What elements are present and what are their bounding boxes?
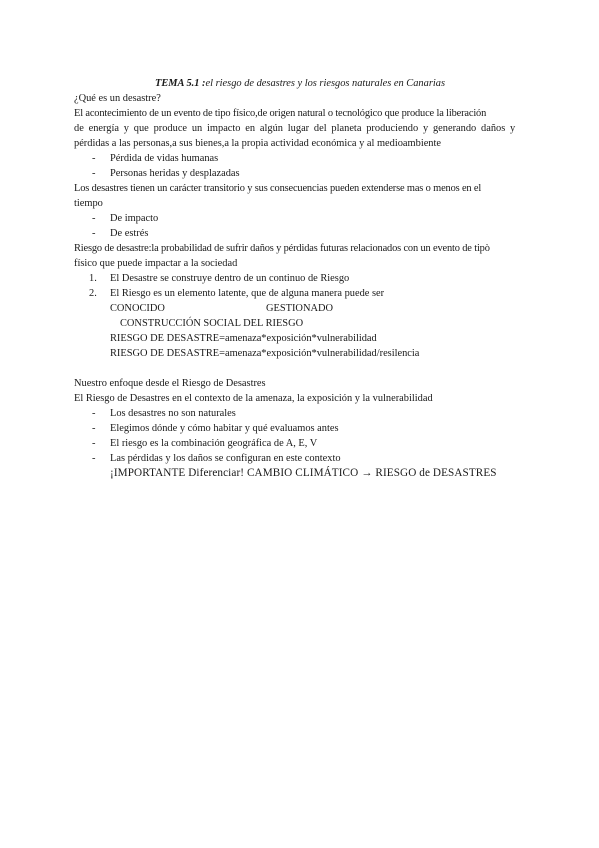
social-construction-label: CONSTRUCCIÓN SOCIAL DEL RIESGO — [120, 318, 304, 329]
item-text: El Desastre se construye dentro de un continuo de Riesgo — [110, 273, 350, 284]
list-item — [74, 406, 526, 421]
risk-definition-paragraph — [74, 241, 526, 271]
list-item-text: Elegimos dónde y cómo habitar y qué evaluamos antes — [110, 423, 339, 434]
context-heading: El Riesgo de Desastres en el contexto de la amenaza, la exposición y la vulnerabilidad — [74, 393, 433, 404]
list-item-text: De impacto — [110, 213, 159, 224]
definition-line: de energía y que produce un impacto en algún lugar del planeta produciendo y generando daños y — [74, 123, 516, 134]
list-item-text: El riesgo es la combinación geográfica de A, E, V — [110, 438, 318, 449]
important-note: ¡IMPORTANTE Diferenciar! CAMBIO CLIMÁTICO → RIESGO de DESASTRES — [110, 467, 497, 479]
paragraph-line: físico que puede impactar a la sociedad — [74, 258, 238, 269]
item-number: 1. — [89, 273, 97, 284]
transitory-paragraph — [74, 181, 526, 211]
list-item — [74, 166, 526, 181]
document-page — [74, 76, 526, 481]
title-text: el riesgo de desastres y los riesgos naturales en Canarias — [205, 78, 445, 89]
dash-marker: - — [92, 213, 96, 224]
list-item-text: Personas heridas y desplazadas — [110, 168, 240, 179]
dash-marker: - — [92, 228, 96, 239]
definition-line: pérdidas a las personas,a sus bienes,a la propia actividad económica y al medioambiente — [74, 138, 442, 149]
known-managed-row — [74, 301, 526, 316]
dash-marker: - — [92, 168, 96, 179]
list-item — [74, 211, 526, 226]
consequences-list — [74, 151, 526, 181]
approach-heading: Nuestro enfoque desde el Riesgo de Desastres — [74, 378, 266, 389]
document-title — [74, 76, 526, 91]
list-item-text: Pérdida de vidas humanas — [110, 153, 219, 164]
risk-formula: RIESGO DE DESASTRE=amenaza*exposición*vulnerabilidad — [110, 333, 377, 344]
numbered-item — [74, 271, 526, 286]
definition-paragraph — [74, 106, 526, 151]
paragraph-line: Los desastres tienen un carácter transitorio y sus consecuencias pueden extenderse mas o menos en el — [74, 183, 482, 194]
paragraph-line: tiempo — [74, 198, 103, 209]
dash-marker: - — [92, 438, 96, 449]
list-item-text: Las pérdidas y los daños se configuran en este contexto — [110, 453, 341, 464]
list-item — [74, 451, 526, 466]
numbered-list — [74, 271, 526, 301]
dash-marker: - — [92, 453, 96, 464]
list-item-text: De estrés — [110, 228, 149, 239]
approach-list — [74, 406, 526, 466]
types-list — [74, 211, 526, 241]
risk-formula-resilience: RIESGO DE DESASTRE=amenaza*exposición*vulnerabilidad/resilencia — [110, 348, 420, 359]
dash-marker: - — [92, 153, 96, 164]
list-item — [74, 151, 526, 166]
list-item — [74, 436, 526, 451]
paragraph-line: Riesgo de desastre:la probabilidad de sufrir daños y pérdidas futuras relacionados con un evento de tipò — [74, 243, 490, 254]
dash-marker: - — [92, 423, 96, 434]
spacer — [74, 361, 526, 376]
numbered-item — [74, 286, 526, 301]
dash-marker: - — [92, 408, 96, 419]
list-item — [74, 226, 526, 241]
definition-line: El acontecimiento de un evento de tipo físico,de origen natural o tecnológico que produce la liberación — [74, 108, 487, 119]
item-text: El Riesgo es un elemento latente, que de alguna manera puede ser — [110, 288, 385, 299]
managed-label: GESTIONADO — [266, 303, 333, 314]
title-number: TEMA 5.1 : — [155, 78, 206, 89]
known-label: CONOCIDO — [110, 303, 165, 314]
list-item — [74, 421, 526, 436]
list-item-text: Los desastres no son naturales — [110, 408, 236, 419]
item-number: 2. — [89, 288, 97, 299]
question-heading: ¿Qué es un desastre? — [74, 93, 161, 104]
